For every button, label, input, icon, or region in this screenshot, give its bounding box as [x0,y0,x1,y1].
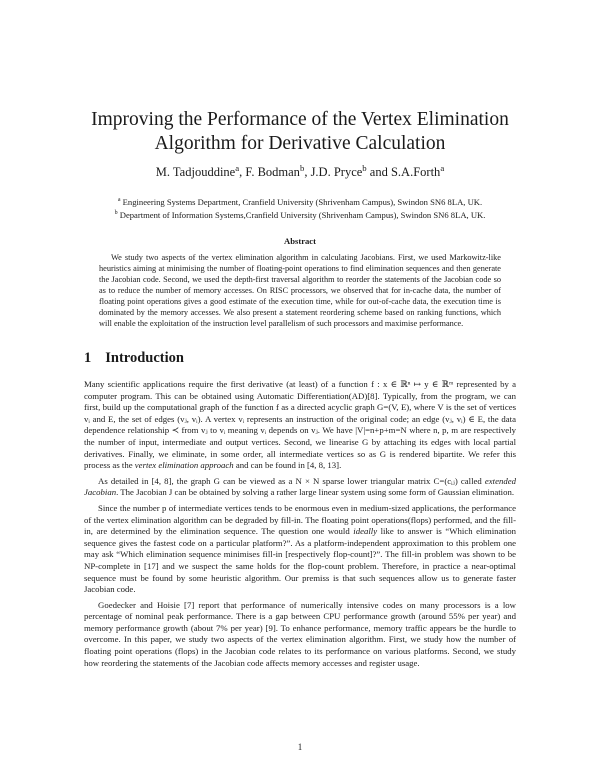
paragraph-text: As detailed in [4, 8], the graph G can be viewed as a N × N sparse lower triangular matrix C=(cᵢⱼ) called [98,475,485,486]
author-2-affiliation-mark: b [299,162,305,173]
author-separator: , [239,165,246,179]
body-text [84,379,516,673]
paragraph [84,379,516,472]
affiliation-mark: b [114,210,118,217]
abstract-heading: Abstract [284,236,316,246]
paragraph [84,503,516,596]
paper-title [60,108,540,156]
section-heading [84,350,184,367]
paragraph-text: and can be found in [4, 8, 13]. [233,460,342,471]
title-line-2: Algorithm for Derivative Calculation [154,133,446,154]
paragraph [84,476,516,499]
paragraph-text: like to answer is “Which elimination sequence gives the fastest code on a particular platform?”. As a platform-independent approximation to this problem one may ask “Which elimination sequence minimises fill-in [respectively flop-count]?”. The fill-in problem was shown to be NP-complete in [17] and we suspect the same holds for the flop-count problem. Therefore, in practice a near-optimal sequence must be found by some heuristic algorithm. Our premiss is that such sequences allow us to generate faster Jacobian code. [84,526,516,595]
affiliation-mark: a [117,197,121,204]
affiliation-b [60,209,540,222]
author-separator: and [366,165,391,179]
author-4: S.A.Forth [390,165,441,179]
author-2: F. Bodman [245,165,300,179]
paragraph-text: . The Jacobian J can be obtained by solving a rather large linear system using some form of Gaussian elimination. [116,487,515,498]
author-1: M. Tadjouddine [155,165,236,179]
paragraph-text: Since the number p of intermediate vertices tends to be enormous even in medium-sized applications, the performance of the vertex elimination algorithm can be degraded by fill-in. The floating point operations(flops) performed, and the fill-in, are determined by the elimination sequence. The question one would [84,502,516,537]
emphasis-text: ideally [353,526,378,537]
emphasis-text: vertex elimination approach [134,460,234,471]
title-line-1: Improving the Performance of the Vertex Elimination [91,109,509,130]
author-3-affiliation-mark: b [362,162,367,173]
author-separator: , [304,165,311,179]
author-1-affiliation-mark: a [235,162,240,173]
affiliation-text: Department of Information Systems,Cranfield University (Shrivenham Campus), Swindon SN6 8LA, UK. [117,210,486,220]
emphasis-text: extended Jacobian [84,475,516,498]
author-3: J.D. Pryce [310,165,363,179]
page-number: 1 [297,742,303,752]
affiliations [60,196,540,222]
affiliation-text: Engineering Systems Department, Cranfield University (Shrivenham Campus), Swindon SN6 8LA, UK. [120,197,483,207]
section-title: Introduction [105,350,184,366]
author-list [60,164,540,180]
affiliation-a [60,196,540,209]
abstract-text: We study two aspects of the vertex elimination algorithm in calculating Jacobians. First, we used Markowitz-like heuristics aiming at minimising the number of floating-point operations to find elimination sequences and then generate the Jacobian code. Second, we used the depth-first traversal algorithm to reorder the statements of the Jacobian code so as to reduce the number of memory accesses. On RISC processors, we observed that for in-cache data, the number of floating point operations gives a good estimate of the execution time, while for out-of-cache data, the execution time is dominated by the memory accesses. We also present a statement reordering scheme based on ranking functions, which will enable the exploitation of the instruction level parallelism of such processors and maximise performance. [99,253,501,328]
section-number: 1 [84,350,92,366]
author-4-affiliation-mark: a [440,162,445,173]
paragraph-text: Many scientific applications require the first derivative (at least) of a function f : x ∈ ℝⁿ ↦ y ∈ ℝᵐ represented by a computer program. This can be obtained using Automatic Differentiation(AD)[8]. Typically, from the program, we can first, build up the computational graph of the function f as a directed acyclic graph G=(V, E), where V is the set of vertices vᵢ and E, the set of edges (vⱼ, vᵢ). A vertex vᵢ represents an instruction of the original code; an edge (vⱼ, vᵢ) ∈ E, the data dependence relationship ≺ from vⱼ to vᵢ meaning vᵢ depends on vⱼ. We have |V|=n+p+m=N where n, p, m are respectively the number of input, intermediate and output vertices. Second, we linearise G by attaching its edges with local partial derivatives. Finally, we eliminate, in some order, all intermediate vertices so as G is rendered bipartite. We refer this process as the [84,379,516,471]
paragraph: Goedecker and Hoisie [7] report that performance of numerically intensive codes on many processors is a low percentage of nominal peak performance. There is a gap between CPU performance growth (around 55% per year) and memory performance growth (about 7% per year) [9]. To enhance performance, memory traffic appears be the hurdle to overcome. In this paper, we study two aspects of the vertex elimination algorithm. First, we study how the number of floating point operations (flops) in the Jacobian code relates to its performance on various platforms. Second, we study how reordering the statements of the Jacobian code affects memory accesses and register usage. [84,599,516,668]
